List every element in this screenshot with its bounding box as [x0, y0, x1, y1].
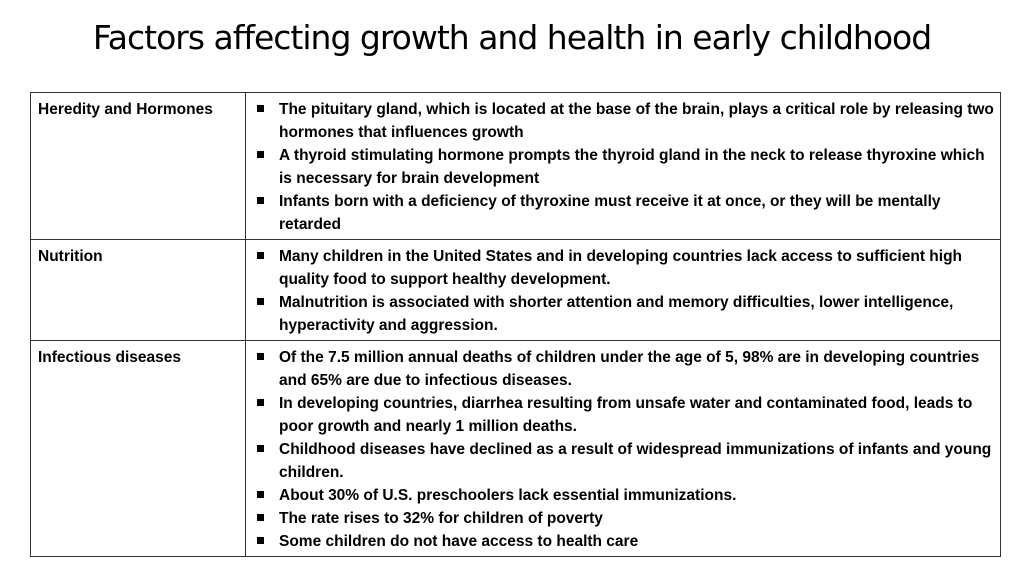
bullet-text: Many children in the United States and in developing countries lack access to sufficient high quality food to support healthy development. — [279, 248, 962, 288]
list-item — [253, 245, 994, 291]
square-bullet-icon — [257, 445, 264, 452]
list-item — [253, 144, 994, 190]
bullet-text: In developing countries, diarrhea resulting from unsafe water and contaminated food, leads to poor growth and nearly 1 million deaths. — [279, 395, 973, 435]
square-bullet-icon — [257, 491, 264, 498]
square-bullet-icon — [257, 197, 264, 204]
bullets-cell — [246, 93, 1001, 240]
square-bullet-icon — [257, 353, 264, 360]
bullet-list — [253, 98, 994, 236]
bullet-text: Malnutrition is associated with shorter attention and memory difficulties, lower intelligence, hyperactivity and aggression. — [279, 294, 954, 334]
list-item — [253, 291, 994, 337]
square-bullet-icon — [257, 252, 264, 259]
list-item — [253, 484, 994, 507]
list-item — [253, 346, 994, 392]
table-row-infectious-diseases — [31, 341, 1001, 557]
category-cell: Heredity and Hormones — [31, 93, 246, 240]
list-item — [253, 530, 994, 553]
square-bullet-icon — [257, 105, 264, 112]
table-row-heredity — [31, 93, 1001, 240]
bullet-text: A thyroid stimulating hormone prompts the thyroid gland in the neck to release thyroxine which is necessary for brain development — [279, 147, 985, 187]
list-item — [253, 392, 994, 438]
bullets-cell — [246, 341, 1001, 557]
category-cell: Infectious diseases — [31, 341, 246, 557]
bullet-list — [253, 245, 994, 337]
bullets-cell — [246, 240, 1001, 341]
list-item — [253, 438, 994, 484]
factors-table — [30, 92, 1001, 557]
square-bullet-icon — [257, 537, 264, 544]
square-bullet-icon — [257, 151, 264, 158]
list-item — [253, 190, 994, 236]
table-row-nutrition — [31, 240, 1001, 341]
bullet-text: Of the 7.5 million annual deaths of children under the age of 5, 98% are in developing countries and 65% are due to infectious diseases. — [279, 349, 980, 389]
category-cell: Nutrition — [31, 240, 246, 341]
slide-title: Factors affecting growth and health in early childhood — [92, 18, 932, 57]
bullet-text: Childhood diseases have declined as a result of widespread immunizations of infants and young children. — [279, 441, 992, 481]
bullet-text: The pituitary gland, which is located at the base of the brain, plays a critical role by releasing two hormones that influences growth — [279, 101, 994, 141]
list-item — [253, 507, 994, 530]
bullet-text: Some children do not have access to health care — [279, 533, 639, 550]
bullet-text: The rate rises to 32% for children of poverty — [279, 510, 603, 527]
bullet-list — [253, 346, 994, 553]
bullet-text: About 30% of U.S. preschoolers lack essential immunizations. — [279, 487, 737, 504]
square-bullet-icon — [257, 399, 264, 406]
bullet-text: Infants born with a deficiency of thyroxine must receive it at once, or they will be mentally retarded — [279, 193, 941, 233]
square-bullet-icon — [257, 514, 264, 521]
list-item — [253, 98, 994, 144]
square-bullet-icon — [257, 298, 264, 305]
